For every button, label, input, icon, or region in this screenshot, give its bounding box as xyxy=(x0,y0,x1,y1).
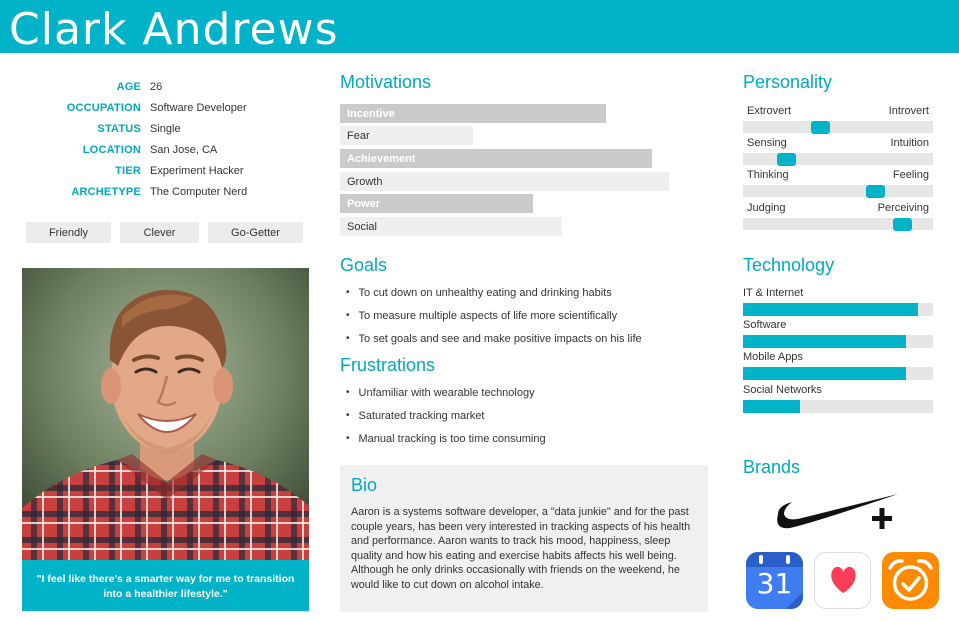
trait-tag: Clever xyxy=(120,222,199,243)
scale-right-label: Feeling xyxy=(892,169,929,181)
technology-label: Software xyxy=(743,319,787,331)
nike-plus-logo xyxy=(776,488,900,536)
age-label: AGE xyxy=(116,80,141,93)
personality-title: Personality xyxy=(743,72,833,92)
motivation-bar xyxy=(340,126,473,145)
bio-title: Bio xyxy=(351,475,378,495)
technology-title: Technology xyxy=(743,255,835,275)
scale-track xyxy=(743,185,933,197)
motivation-label: Achievement xyxy=(347,152,416,165)
goal-item: • To cut down on unhealthy eating and drinking habits xyxy=(346,281,642,304)
technology-fill xyxy=(743,367,906,380)
motivation-label: Growth xyxy=(347,175,383,188)
scale-left-label: Thinking xyxy=(747,169,789,181)
archetype-label: ARCHETYPE xyxy=(71,185,141,198)
motivations-title: Motivations xyxy=(340,72,432,92)
motivation-bar xyxy=(340,194,533,213)
technology-track xyxy=(743,335,933,348)
frustration-item: • Saturated tracking market xyxy=(346,404,546,427)
frustrations-title: Frustrations xyxy=(340,355,436,375)
profile-row-occupation xyxy=(20,97,310,118)
technology-track xyxy=(743,400,933,413)
frustration-item: • Unfamiliar with wearable technology xyxy=(346,381,546,404)
scale-marker xyxy=(893,218,912,231)
google-calendar-icon xyxy=(746,552,803,609)
scale-right-label: Perceiving xyxy=(877,202,929,214)
persona-photo xyxy=(22,268,309,560)
motivation-label: Social xyxy=(347,220,377,233)
status-label: STATUS xyxy=(97,122,141,135)
trait-tag: Go-Getter xyxy=(208,222,303,243)
scale-right-label: Introvert xyxy=(888,105,929,117)
frustrations-list xyxy=(346,381,546,450)
scale-track xyxy=(743,218,933,230)
scale-left-label: Extrovert xyxy=(747,105,792,117)
scale-marker xyxy=(777,153,796,166)
scale-track xyxy=(743,121,933,133)
occupation-label: OCCUPATION xyxy=(66,101,141,114)
profile-row-tier xyxy=(20,160,310,181)
scale-right-label: Intuition xyxy=(890,137,929,149)
motivation-bar xyxy=(340,149,652,168)
persona-name: Clark Andrews xyxy=(9,4,339,55)
trait-tag: Friendly xyxy=(26,222,111,243)
technology-track xyxy=(743,303,933,316)
tier-label: TIER xyxy=(115,164,141,177)
persona-quote: "I feel like there's a smarter way for me to transition into a healthier lifestyle." xyxy=(22,560,309,611)
goal-item: • To measure multiple aspects of life more scientifically xyxy=(346,304,642,327)
heart-icon xyxy=(815,553,871,609)
profile-row-status xyxy=(20,118,310,139)
profile-row-location xyxy=(20,139,310,160)
scale-track xyxy=(743,153,933,165)
technology-bar xyxy=(743,384,933,413)
portrait-illustration xyxy=(22,268,309,560)
personality-scale xyxy=(743,202,933,230)
tier-value: Experiment Hacker xyxy=(150,164,244,177)
technology-bar xyxy=(743,351,933,380)
technology-track xyxy=(743,367,933,380)
location-value: San Jose, CA xyxy=(150,143,218,156)
motivation-bar xyxy=(340,104,606,123)
status-value: Single xyxy=(150,122,181,135)
personality-scale xyxy=(743,137,933,165)
scale-marker xyxy=(811,121,830,134)
bio-text: Aaron is a systems software developer, a "data junkie" and for the past couple years, has been very interested in tracking aspects of his health and performance. Aaron wants to track his mood, happiness, sleep quality and how his eating and exercise habits affects his well being. Although he only drinks occasionally with friends on the weekend, he would like to cut down on alcohol intake. xyxy=(351,506,691,591)
occupation-value: Software Developer xyxy=(150,101,247,114)
profile-row-archetype xyxy=(20,181,310,202)
motivation-label: Incentive xyxy=(347,107,395,120)
technology-fill xyxy=(743,335,906,348)
location-label: LOCATION xyxy=(82,143,141,156)
trait-tags xyxy=(26,222,312,243)
bio-panel xyxy=(340,465,708,612)
scale-left-label: Judging xyxy=(747,202,786,214)
brands-title: Brands xyxy=(743,457,801,477)
alarm-clock-icon xyxy=(882,552,939,609)
motivation-label: Fear xyxy=(347,129,370,142)
technology-label: Social Networks xyxy=(743,384,822,396)
technology-label: IT & Internet xyxy=(743,287,804,299)
goals-list xyxy=(346,281,642,350)
personality-scale xyxy=(743,105,933,133)
profile-info xyxy=(20,76,310,202)
motivation-bar xyxy=(340,172,669,191)
personality-scale xyxy=(743,169,933,197)
apple-health-icon xyxy=(814,552,871,609)
goal-item: • To set goals and see and make positive impacts on his life xyxy=(346,327,642,350)
motivation-label: Power xyxy=(347,197,381,210)
profile-row-age xyxy=(20,76,310,97)
technology-label: Mobile Apps xyxy=(743,351,803,363)
frustration-item: • Manual tracking is too time consuming xyxy=(346,427,546,450)
scale-left-label: Sensing xyxy=(747,137,787,149)
archetype-value: The Computer Nerd xyxy=(150,185,248,198)
motivation-bar xyxy=(340,217,562,236)
alarm-clock-app-icon xyxy=(882,552,939,609)
technology-bar xyxy=(743,287,933,316)
calendar-day-number: 31 xyxy=(756,567,793,600)
technology-fill xyxy=(743,303,918,316)
technology-bar xyxy=(743,319,933,348)
scale-marker xyxy=(866,185,885,198)
goals-title: Goals xyxy=(340,255,388,275)
technology-fill xyxy=(743,400,800,413)
age-value: 26 xyxy=(150,80,163,93)
header-bar xyxy=(0,0,959,53)
